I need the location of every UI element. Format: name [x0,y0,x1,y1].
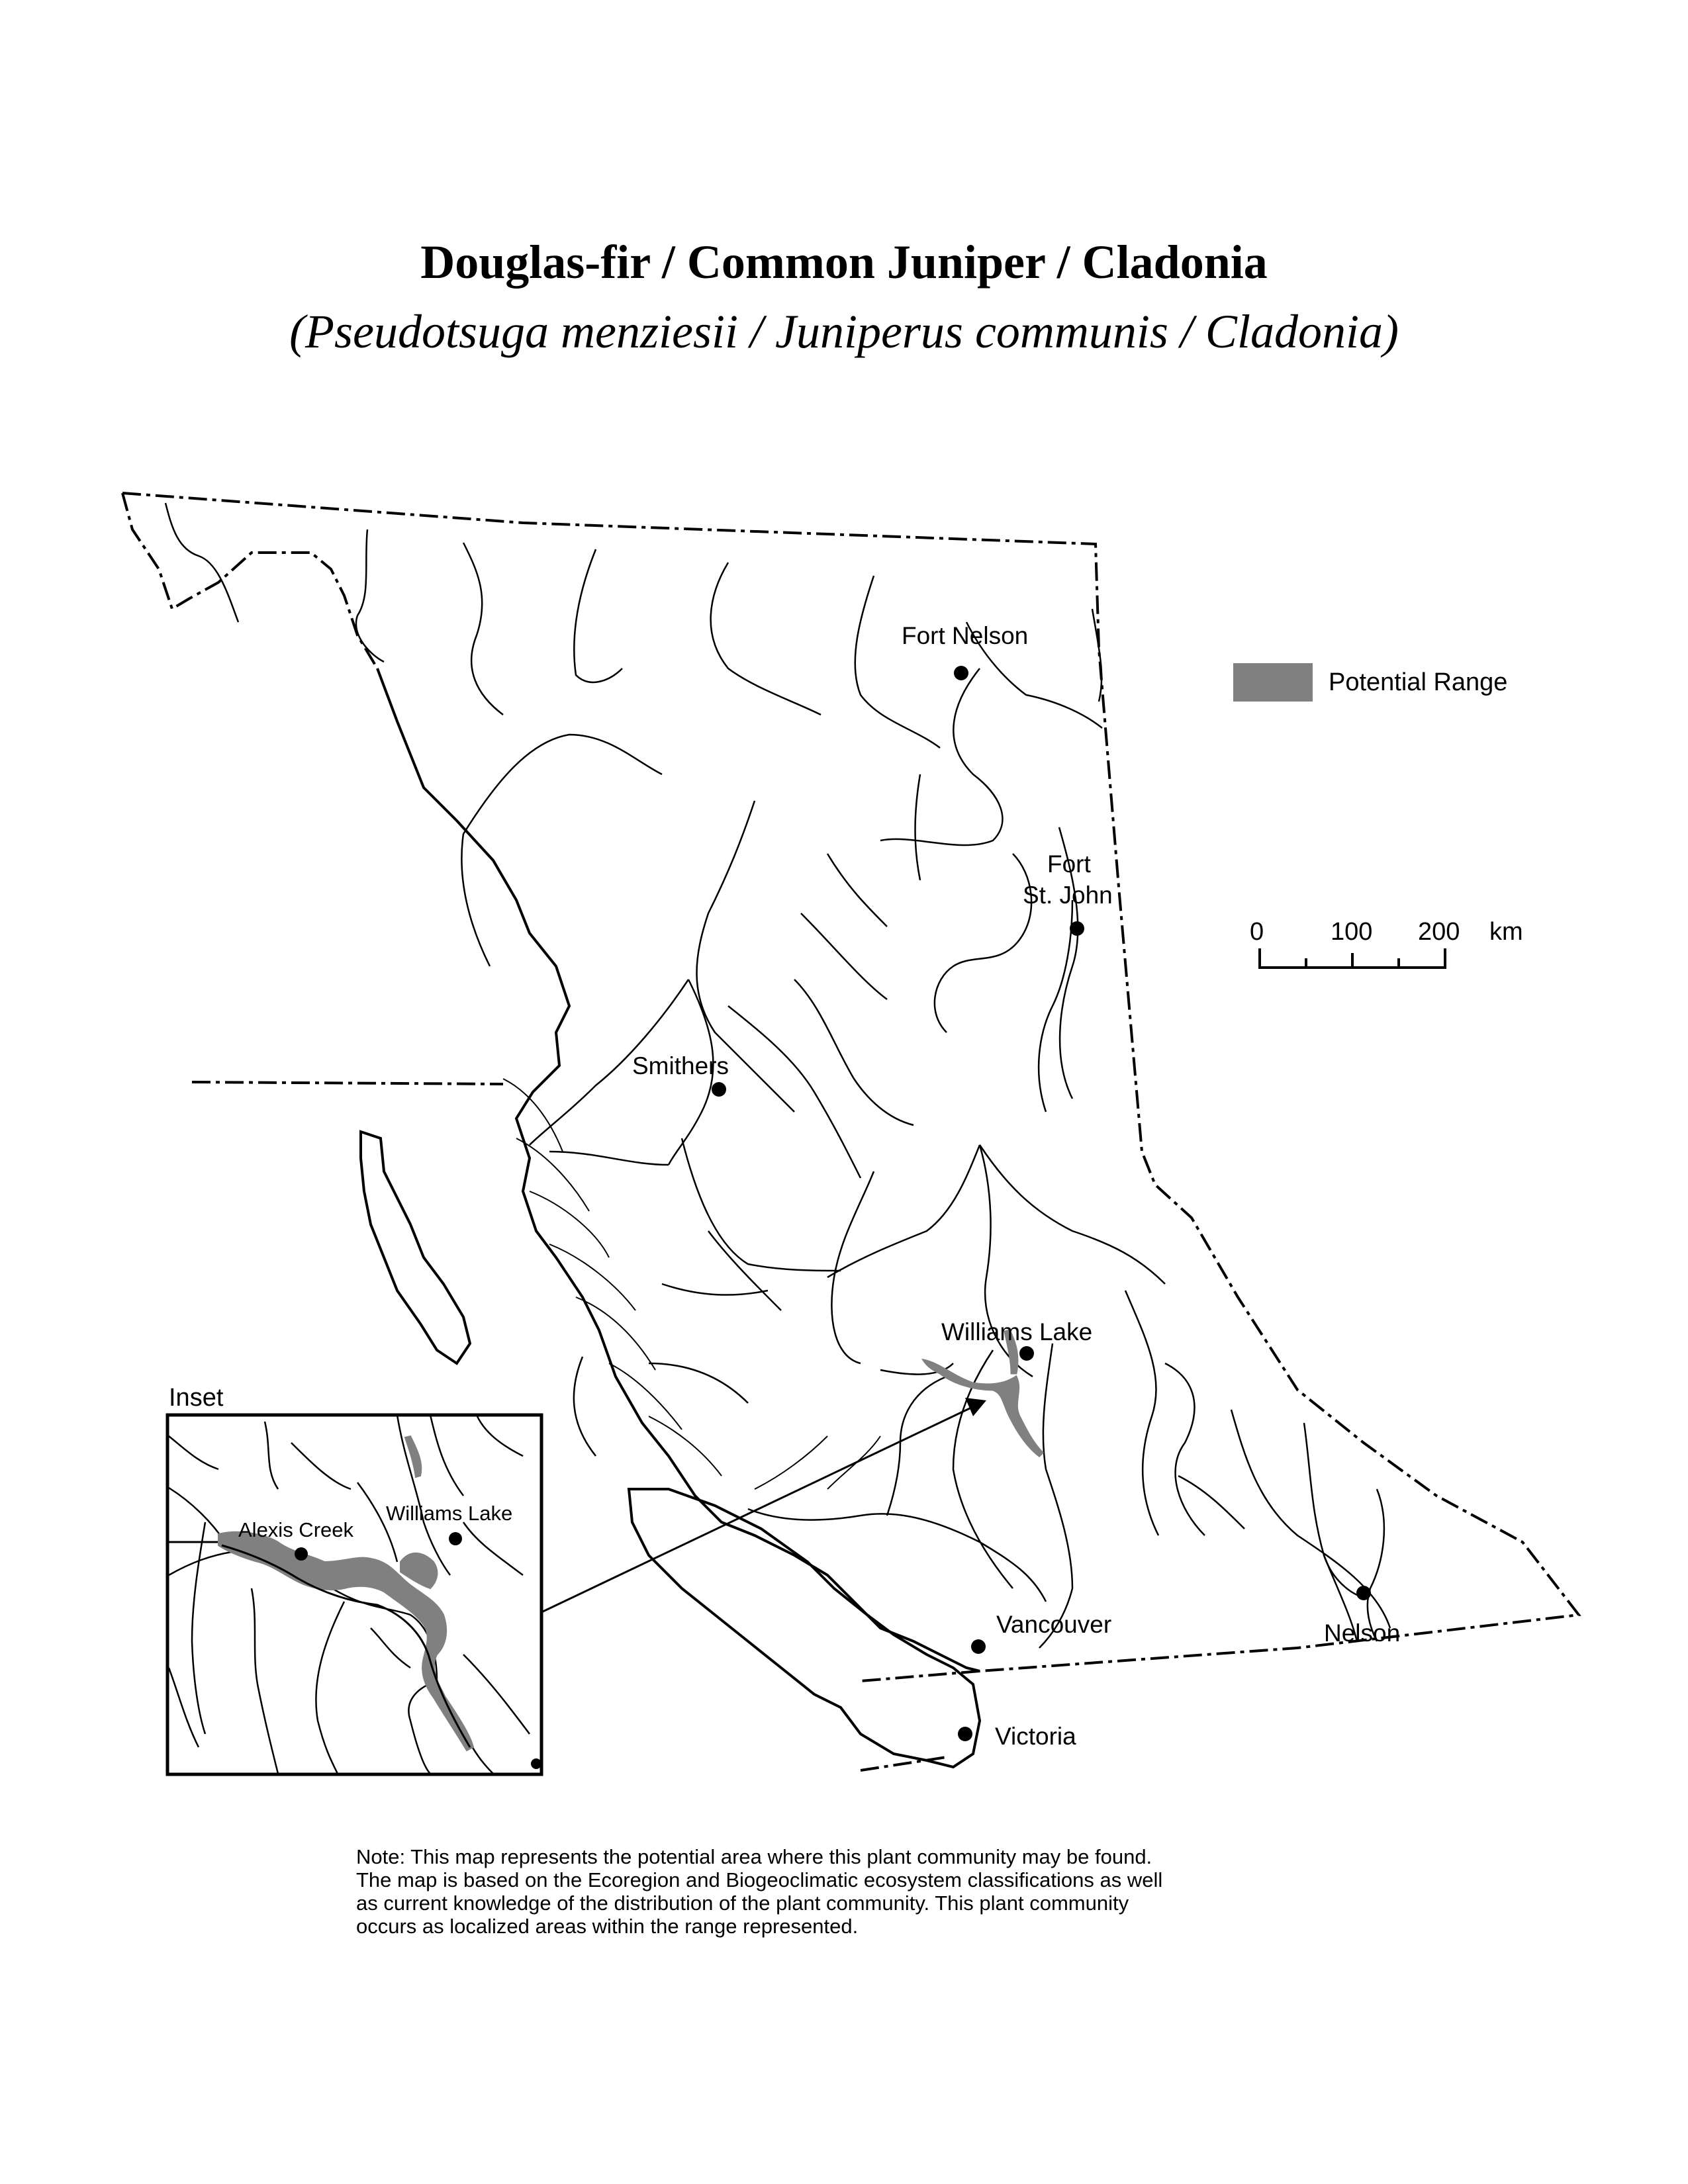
note-line: Note: This map represents the potential area where this plant community may be found. [356,1845,1152,1868]
inset-label-alexis-creek: Alexis Creek [238,1518,353,1541]
city-dot-nelson [1356,1586,1371,1600]
legend [1233,663,1507,702]
city-label-victoria: Victoria [995,1723,1076,1750]
scale-tick-100: 100 [1331,918,1373,946]
city-label-williams-lake: Williams Lake [941,1318,1093,1345]
city-dot-fort-st-john [1070,921,1084,936]
inset-label-williams-lake: Williams Lake [386,1502,513,1525]
map-title: Douglas-fir / Common Juniper / Cladonia [420,236,1268,289]
scale-bar [1250,918,1523,968]
city-label-vancouver: Vancouver [996,1611,1112,1638]
inset-arrowhead [965,1398,986,1416]
vancouver-island [629,1489,980,1767]
city-label-nelson: Nelson [1324,1619,1401,1647]
note-line: The map is based on the Ecoregion and Biogeoclimatic ecosystem classifications as well [356,1868,1163,1891]
inset-dot-williams-lake [449,1532,462,1545]
city-dot-fort-nelson [954,666,968,680]
haida-gwaii [361,1132,470,1363]
city-labels [632,622,1400,1750]
inset-frame [167,1415,541,1774]
scale-unit: km [1489,918,1523,946]
inset-pointer-line [541,1408,970,1612]
scale-tick-0: 0 [1250,918,1264,946]
city-dot-williams-lake [1019,1346,1034,1361]
city-dot-victoria [958,1727,972,1741]
note-line: as current knowledge of the distribution of the plant community. This plant community [356,1891,1129,1915]
inset-corner-dot [531,1758,541,1769]
note-line: occurs as localized areas within the range represented. [356,1915,859,1938]
city-label-fort-st-john-2: St. John [1023,882,1113,909]
map-note [356,1845,1349,1938]
inset-map [167,1384,541,1774]
inset-pointer [541,1398,986,1612]
city-dot-smithers [712,1082,726,1097]
scale-bar-line [1260,948,1445,968]
inset-dot-alexis-creek [295,1547,308,1561]
inset-label: Inset [169,1384,224,1412]
legend-swatch [1233,663,1313,702]
city-markers [712,666,1371,1741]
city-label-fort-st-john-1: Fort [1047,850,1091,878]
city-label-smithers: Smithers [632,1052,729,1079]
legend-label: Potential Range [1329,668,1508,696]
scale-tick-200: 200 [1418,918,1460,946]
city-dot-vancouver [971,1639,986,1654]
coastal-inlets [503,1079,880,1489]
map-subtitle: (Pseudotsuga menziesii / Juniperus communis / Cladonia) [289,305,1399,358]
city-label-fort-nelson: Fort Nelson [902,622,1029,649]
